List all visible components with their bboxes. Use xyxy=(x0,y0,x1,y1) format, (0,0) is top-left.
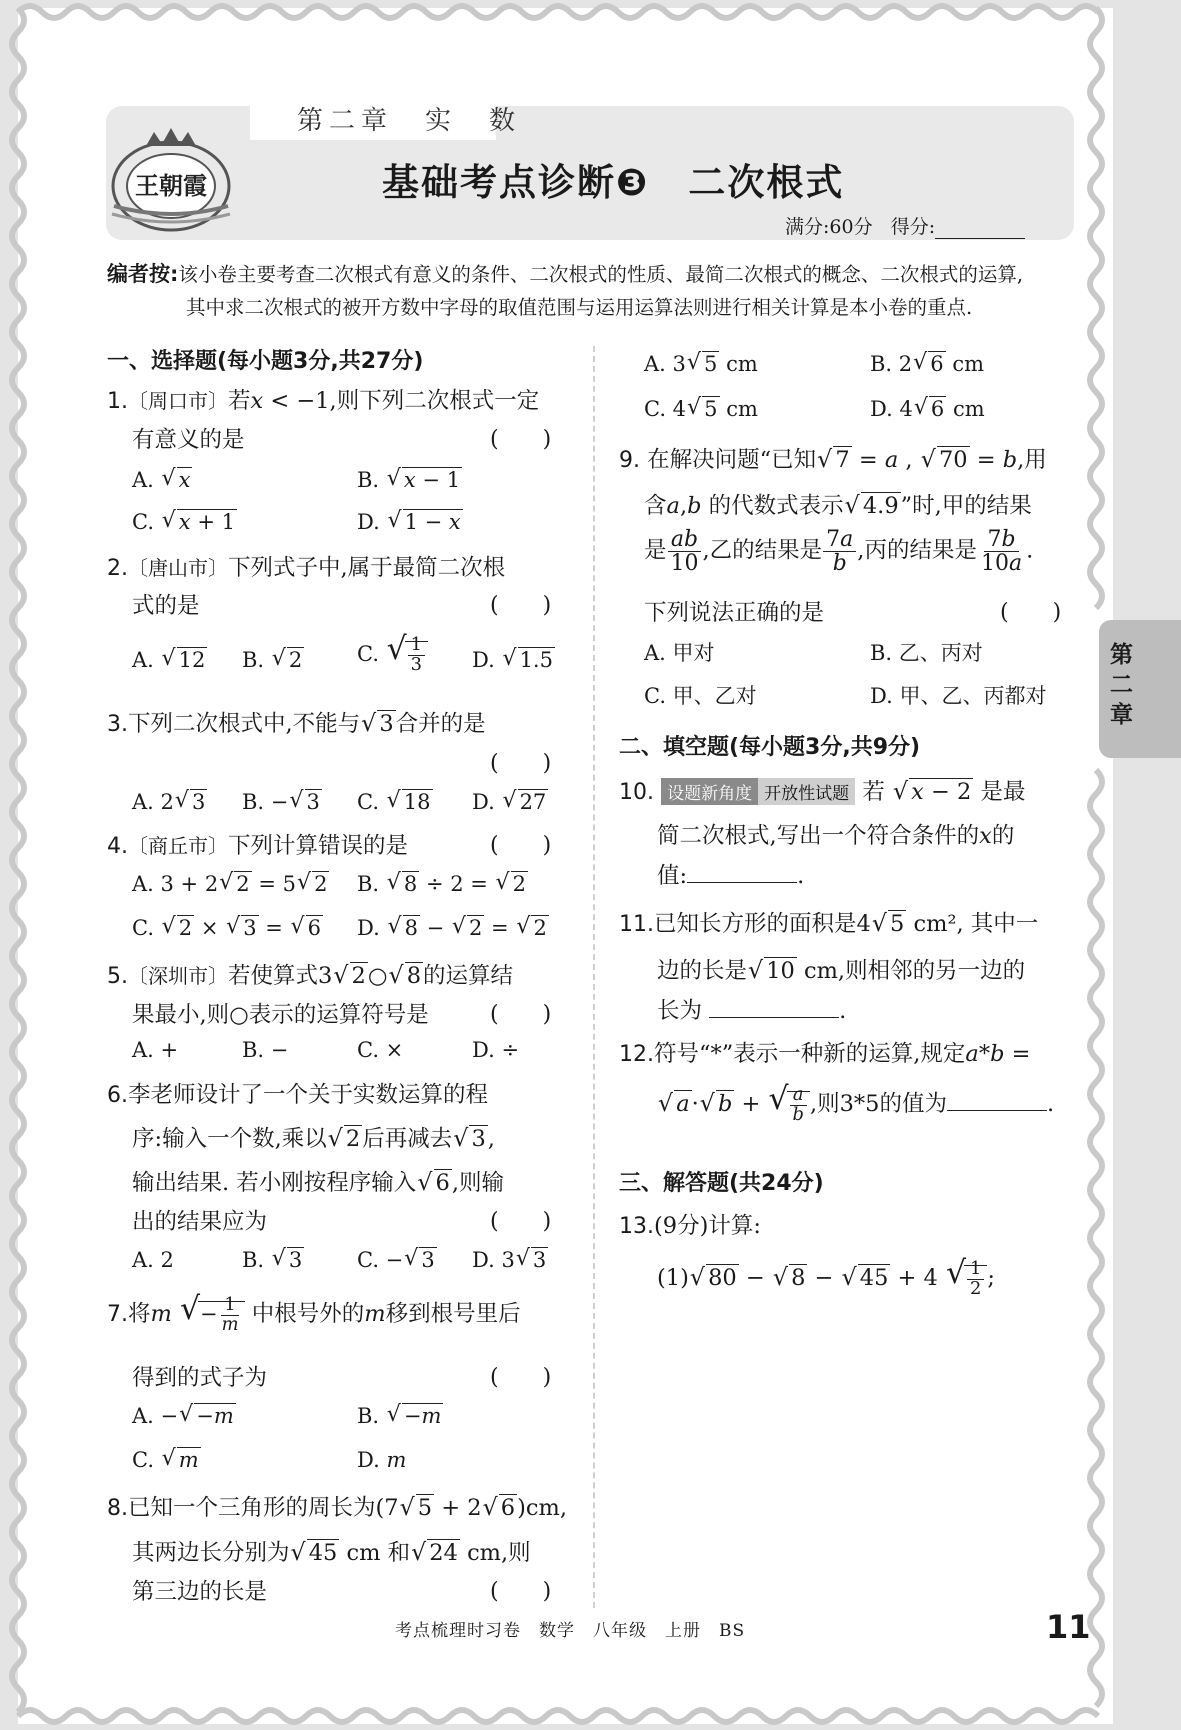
q5-option-b[interactable]: B. − xyxy=(242,1038,289,1062)
q5-option-a[interactable]: A. + xyxy=(132,1038,179,1062)
q5-option-c[interactable]: C. × xyxy=(357,1038,404,1062)
q7-option-c[interactable]: C. √ m xyxy=(132,1448,201,1472)
open-question-badge: 开放性试题 xyxy=(758,778,855,805)
q9-stem-2: 含a,b 的代数式表示√ 4.9”时,甲的结果 xyxy=(644,488,1032,520)
score-blank[interactable] xyxy=(935,220,1025,239)
q9-answer-paren[interactable]: ( ) xyxy=(1000,600,1062,625)
q2-answer-paren[interactable]: ( ) xyxy=(490,593,552,618)
q6-stem-4: 出的结果应为 xyxy=(132,1209,268,1235)
q8-option-a[interactable]: A. 3√ 5 cm xyxy=(644,352,758,376)
q2-option-c[interactable]: C. √ $\frac{1}{3}$ xyxy=(357,634,428,675)
chapter-label: 第二章 实 数 xyxy=(297,106,522,136)
q1-option-a[interactable]: A. √ x xyxy=(132,468,192,492)
q6-option-c[interactable]: C. −√ 3 xyxy=(357,1248,437,1272)
q5-stem: 5.〔深圳市〕若使算式3√ 2○√ 8的运算结 xyxy=(107,958,513,990)
editor-note-line1: 编者按:该小卷主要考查二次根式有意义的条件、二次根式的性质、最简二次根式的概念、二次根式的运算, xyxy=(107,262,1024,286)
q6-stem-3: 输出结果. 若小刚按程序输入√ 6,则输 xyxy=(132,1165,504,1197)
editor-note-label: 编者按: xyxy=(107,262,179,286)
q1-option-b[interactable]: B. √ x − 1 xyxy=(357,468,462,492)
section-choice-title: 一、选择题(每小题3分,共27分) xyxy=(107,349,424,374)
q8-answer-paren[interactable]: ( ) xyxy=(490,1579,552,1604)
q2-stem: 2.〔唐山市〕下列式子中,属于最简二次根 xyxy=(107,555,506,581)
page-title: 基础考点诊断❸ 二次根式 xyxy=(382,161,845,204)
q11-stem: 11.已知长方形的面积是4√ 5 cm², 其中一 xyxy=(619,906,1038,938)
q10-stem: 10. 设题新角度 开放性试题 若 √ x − 2 是最 xyxy=(619,774,1026,806)
q6-option-d[interactable]: D. 3√ 3 xyxy=(472,1248,548,1272)
q9-stem: 9. 在解决问题“已知√ 7 = a , √ 70 = b,用 xyxy=(619,442,1047,474)
editor-note-line2: 其中求二次根式的被开方数中字母的取值范围与运用运算法则进行相关计算是本小卷的重点. xyxy=(186,296,973,319)
q6-stem: 6.李老师设计了一个关于实数运算的程 xyxy=(107,1082,489,1108)
full-score-label: 满分:60分 xyxy=(785,216,873,238)
q9-stem-4: 下列说法正确的是 xyxy=(644,600,825,626)
q6-answer-paren[interactable]: ( ) xyxy=(490,1209,552,1234)
q8-option-d[interactable]: D. 4√ 6 cm xyxy=(870,397,985,421)
q4-stem: 4.〔商丘市〕下列计算错误的是 xyxy=(107,833,409,859)
q3-option-b[interactable]: B. −√ 3 xyxy=(242,790,322,814)
q7-stem-2: 得到的式子为 xyxy=(132,1365,268,1391)
footer-text: 考点梳理时习卷 数学 八年级 上册 BS xyxy=(395,1621,746,1641)
q4-option-d[interactable]: D. √ 8 − √ 2 = √ 2 xyxy=(357,916,549,940)
q12-stem-2: √ a·√ b + √ $\frac{a}{b}$ ,则3*5的值为 . xyxy=(657,1084,1054,1125)
q4-option-b[interactable]: B. √ 8 ÷ 2 = √ 2 xyxy=(357,872,528,896)
q3-stem: 3.下列二次根式中,不能与√ 3合并的是 xyxy=(107,706,486,738)
chapter-side-tab-label: 第二章 xyxy=(1110,642,1133,728)
q4-option-a[interactable]: A. 3 + 2√ 2 = 5√ 2 xyxy=(132,872,329,896)
publisher-seal-icon xyxy=(106,118,236,236)
q1-stem: 1.〔周口市〕若x < −1,则下列二次根式一定 xyxy=(107,388,540,414)
q7-option-b[interactable]: B. √ −m xyxy=(357,1404,443,1428)
score-line xyxy=(785,212,1025,239)
q8-stem-3: 第三边的长是 xyxy=(132,1579,268,1605)
q8-option-c[interactable]: C. 4√ 5 cm xyxy=(644,397,758,421)
q3-option-c[interactable]: C. √ 18 xyxy=(357,790,433,814)
q4-option-c[interactable]: C. √ 2 × √ 3 = √ 6 xyxy=(132,916,323,940)
q10-stem-2: 简二次根式,写出一个符合条件的x的 xyxy=(657,823,1015,849)
q3-option-d[interactable]: D. √ 27 xyxy=(472,790,548,814)
svg-text:王朝霞: 王朝霞 xyxy=(135,171,207,200)
q5-answer-paren[interactable]: ( ) xyxy=(490,1002,552,1027)
new-angle-badge: 设题新角度 xyxy=(661,778,758,805)
q11-stem-2: 边的长是√ 10 cm,则相邻的另一边的 xyxy=(657,953,1025,985)
q9-option-c[interactable]: C. 甲、乙对 xyxy=(644,684,757,708)
score-label: 得分: xyxy=(890,216,936,238)
q9-option-b[interactable]: B. 乙、丙对 xyxy=(870,641,983,665)
q8-stem-2: 其两边长分别为√ 45 cm 和√ 24 cm,则 xyxy=(132,1535,531,1567)
q9-option-d[interactable]: D. 甲、乙、丙都对 xyxy=(870,684,1047,708)
q11-answer-blank[interactable] xyxy=(709,997,839,1018)
q2-option-a[interactable]: A. √ 12 xyxy=(132,648,207,672)
q7-option-d[interactable]: D. m xyxy=(357,1448,407,1472)
q7-stem: 7.将m √ − $\frac{1}{m}$ 中根号外的m移到根号里后 xyxy=(107,1294,521,1335)
q2-stem-2: 式的是 xyxy=(132,593,200,619)
q1-option-c[interactable]: C. √ x + 1 xyxy=(132,510,237,534)
q10-stem-3: 值: . xyxy=(657,863,805,889)
q2-option-b[interactable]: B. √ 2 xyxy=(242,648,304,672)
q7-answer-paren[interactable]: ( ) xyxy=(490,1365,552,1390)
section-fill-title: 二、填空题(每小题3分,共9分) xyxy=(619,735,921,760)
page-number: 11 xyxy=(1046,1608,1091,1646)
q7-option-a[interactable]: A. −√ −m xyxy=(132,1404,236,1428)
q6-option-a[interactable]: A. 2 xyxy=(132,1248,174,1272)
q1-answer-paren[interactable]: ( ) xyxy=(490,427,552,452)
q3-answer-paren[interactable]: ( ) xyxy=(490,751,552,776)
q8-stem: 8.已知一个三角形的周长为(7√ 5 + 2√ 6)cm, xyxy=(107,1490,567,1522)
q1-option-d[interactable]: D. √ 1 − x xyxy=(357,510,463,534)
q8-option-b[interactable]: B. 2√ 6 cm xyxy=(870,352,984,376)
q11-stem-3: 长为 . xyxy=(657,998,847,1024)
q9-stem-3: 是 $\frac{ab}{10}$ ,乙的结果是 $\frac{7a}{b}$ ,丙的结果是 $\frac{7b}{10a}$ . xyxy=(644,527,1034,577)
section-solve-title: 三、解答题(共24分) xyxy=(619,1171,824,1196)
q6-option-b[interactable]: B. √ 3 xyxy=(242,1248,304,1272)
q3-option-a[interactable]: A. 2√ 3 xyxy=(132,790,207,814)
q5-stem-2: 果最小,则○表示的运算符号是 xyxy=(132,1002,429,1028)
q5-option-d[interactable]: D. ÷ xyxy=(472,1038,520,1062)
q12-stem: 12.符号“*”表示一种新的运算,规定a*b = xyxy=(619,1041,1031,1067)
q10-answer-blank[interactable] xyxy=(687,862,797,883)
column-divider xyxy=(593,346,595,1608)
q13-part1: (1)√ 80 − √ 8 − √ 45 + 4 √ $\frac{1}{2}$ ; xyxy=(657,1258,995,1299)
q4-answer-paren[interactable]: ( ) xyxy=(490,833,552,858)
q9-option-a[interactable]: A. 甲对 xyxy=(644,641,715,665)
q13-stem: 13.(9分)计算: xyxy=(619,1213,761,1239)
q6-stem-2: 序:输入一个数,乘以√ 2后再减去√ 3, xyxy=(132,1121,495,1153)
q12-answer-blank[interactable] xyxy=(947,1090,1047,1111)
q1-stem-2: 有意义的是 xyxy=(132,427,245,453)
q2-option-d[interactable]: D. √ 1.5 xyxy=(472,648,555,672)
